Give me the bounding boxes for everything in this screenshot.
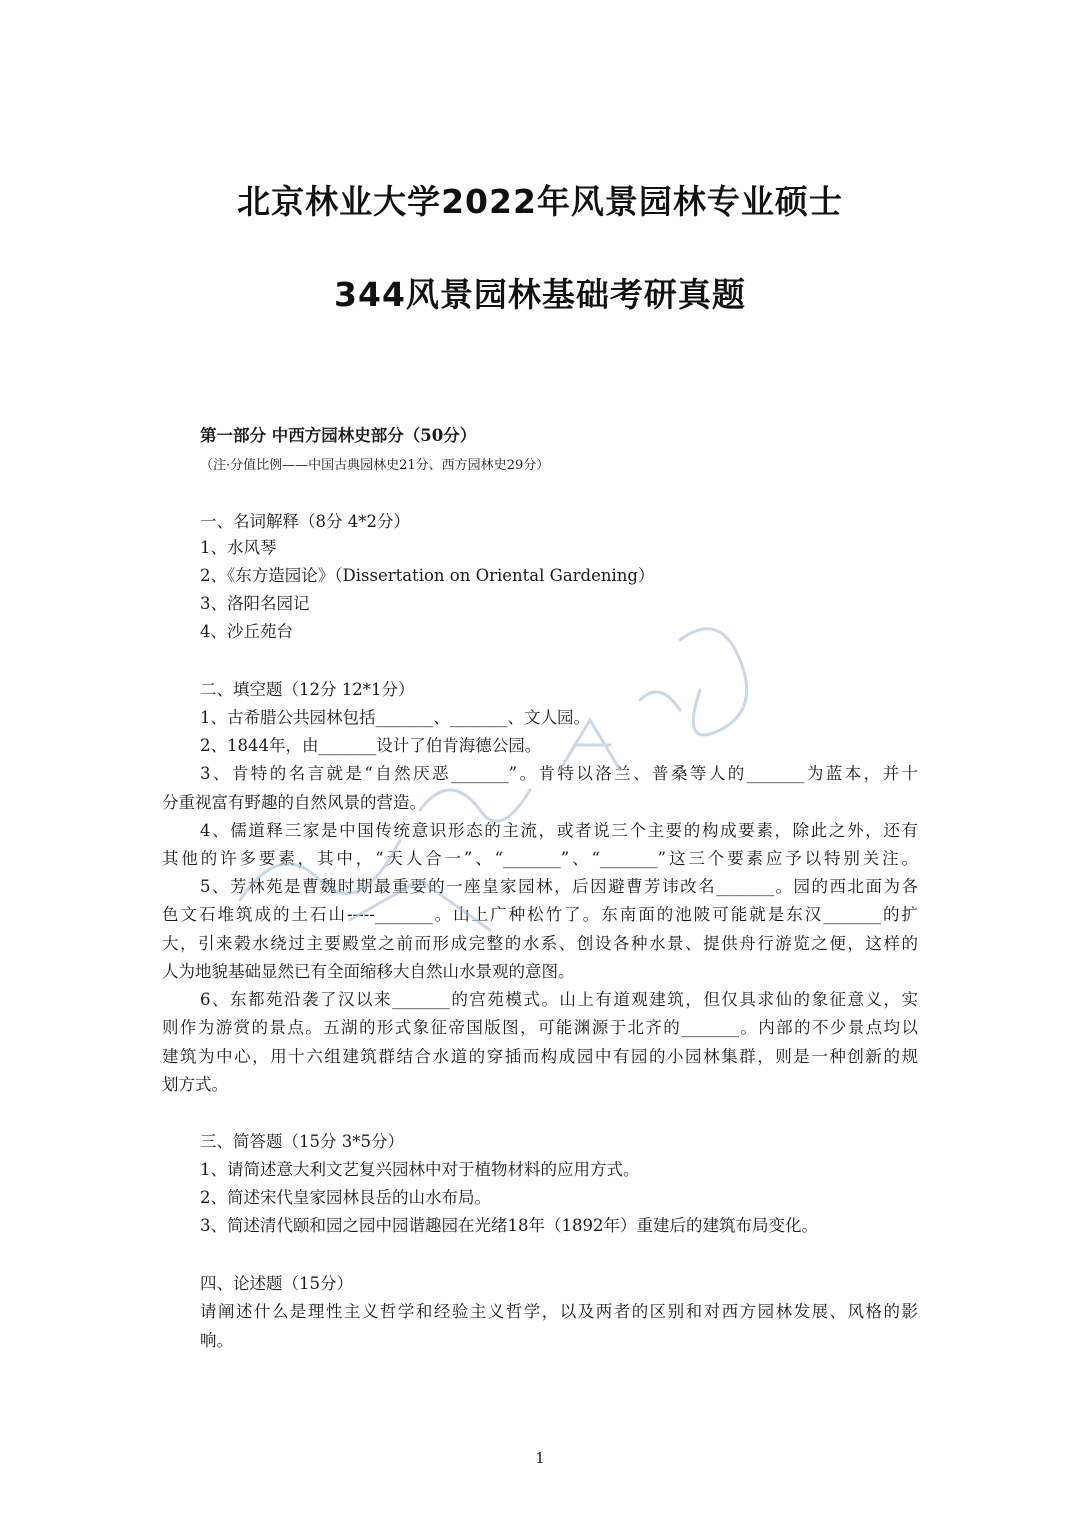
sec2-line: 人为地貌基础显然已有全面缩移大自然山水景观的意图。 [162,962,575,981]
sec3-item: 2、简述宋代皇家园林艮岳的山水布局。 [200,1188,491,1207]
sec2-line: 6、东都苑沿袭了汉以来_______的宫苑模式。山上有道观建筑，但仅具求仙的象征意义，实 [200,990,918,1009]
page-number: 1 [535,1449,545,1467]
sec2-line: 则作为游赏的景点。五湖的形式象征帝国版图，可能渊源于北齐的_______。内部的不少景点均以 [162,1018,918,1037]
sec2-line: 分重视富有野趣的自然风景的营造。 [162,793,426,812]
sec4-line: 响。 [200,1331,233,1350]
sec2-line: 4、儒道释三家是中国传统意识形态的主流，或者说三个主要的构成要素，除此之外，还有 [200,821,918,840]
sec2-line: 色文石堆筑成的土石山-----_______。山上广种松竹了。东南面的池陂可能就是东汉_______的扩 [162,905,918,924]
sec2-line: 5、芳林苑是曹魏时期最重要的一座皇家园林，后因避曹芳讳改名_______。园的西北面为各 [200,877,918,896]
sec2-heading: 二、填空题（12分 12*1分） [200,680,415,699]
exam-title-line2: 344风景园林基础考研真题 [334,275,746,314]
sec4-heading: 四、论述题（15分） [200,1274,353,1293]
sec4-line: 请阐述什么是理性主义哲学和经验主义哲学，以及两者的区别和对西方园林发展、风格的影 [200,1302,918,1321]
sec2-line: 划方式。 [162,1075,228,1094]
part1-heading: 第一部分 中西方园林史部分（50分） [200,426,477,445]
sec1-item: 1、水风琴 [200,538,277,557]
exam-title-line1: 北京林业大学2022年风景园林专业硕士 [237,182,843,221]
sec1-item: 4、沙丘苑台 [200,622,293,641]
sec1-item: 3、洛阳名园记 [200,594,310,613]
sec2-line: 3、肯特的名言就是“自然厌恶_______”。肯特以洛兰、普桑等人的_______为蓝本，并十 [200,764,918,783]
sec2-line: 2、1844年，由_______设计了伯肯海德公园。 [200,736,542,755]
sec1-item: 2、《东方造园论》（Dissertation on Oriental Gardening） [200,566,655,585]
sec2-line: 大，引来榖水绕过主要殿堂之前而形成完整的水系、创设各种水景、提供舟行游览之便，这样的 [162,934,918,953]
sec2-line: 其他的许多要素，其中，“天人合一”、“_______”、“_______”这三个要素应予以特别关注。 [162,849,918,868]
part1-note: （注·分值比例——中国古典园林史21分、西方园林史29分） [200,458,550,473]
sec2-line: 建筑为中心，用十六组建筑群结合水道的穿插而构成园中有园的小园林集群，则是一种创新的规 [162,1047,918,1066]
sec2-line: 1、古希腊公共园林包括_______、_______、文人园。 [200,708,590,727]
sec3-item: 3、简述清代颐和园之园中园谐趣园在光绪18年（1892年）重建后的建筑布局变化。 [200,1216,818,1235]
sec3-heading: 三、简答题（15分 3*5分） [200,1132,404,1151]
sec3-item: 1、请简述意大利文艺复兴园林中对于植物材料的应用方式。 [200,1160,640,1179]
sec1-heading: 一、名词解释（8分 4*2分） [200,512,410,531]
